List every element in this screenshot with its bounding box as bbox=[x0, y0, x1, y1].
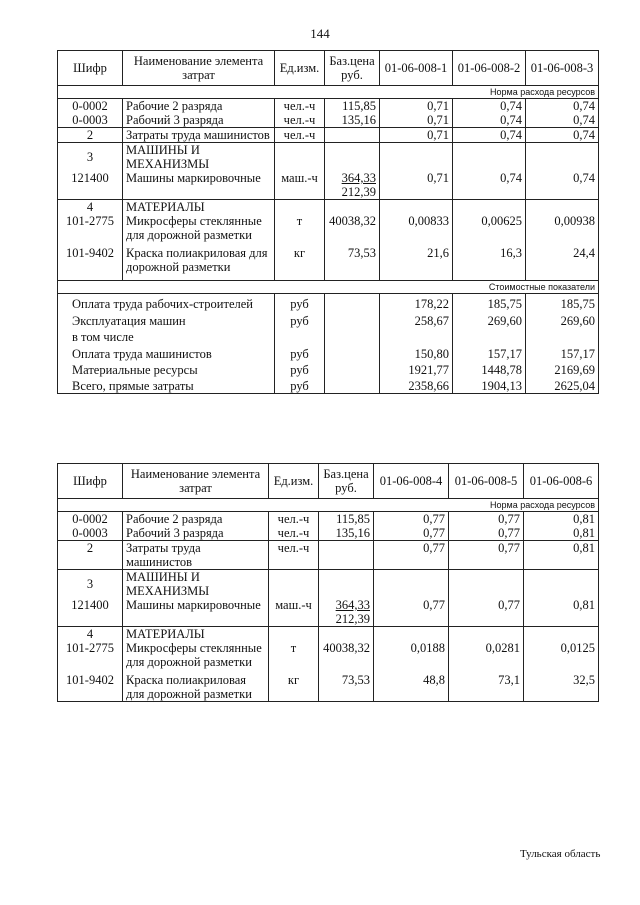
section-row bbox=[58, 570, 599, 599]
summary-name: Эксплуатация машин bbox=[58, 311, 275, 328]
table-row bbox=[58, 512, 599, 527]
table-row bbox=[58, 99, 599, 114]
section-row bbox=[58, 143, 599, 172]
row-price-main: 364,33 bbox=[341, 171, 376, 185]
norma-row bbox=[58, 86, 599, 99]
table-row bbox=[58, 669, 599, 702]
table-row bbox=[58, 526, 599, 541]
row-price bbox=[319, 541, 374, 570]
row-value-2: 0,00625 bbox=[453, 214, 526, 242]
header-col-5: 01-06-008-5 bbox=[449, 464, 524, 499]
row-value-1: 21,6 bbox=[380, 242, 453, 274]
row-value-3: 0,74 bbox=[526, 99, 599, 114]
row-value-1: 0,77 bbox=[374, 526, 449, 541]
summary-value-1: 258,67 bbox=[380, 311, 453, 328]
row-value-2: 0,0281 bbox=[449, 641, 524, 669]
section-title: МАТЕРИАЛЫ bbox=[123, 200, 275, 215]
row-unit: маш.-ч bbox=[269, 598, 319, 627]
row-value-3: 0,74 bbox=[526, 171, 599, 200]
row-name: Микросферы стеклянные для дорожной разметки bbox=[123, 214, 275, 242]
section-code: 3 bbox=[58, 570, 123, 599]
row-value-2: 0,77 bbox=[449, 526, 524, 541]
summary-row bbox=[58, 344, 599, 361]
row-name: Рабочий 3 разряда bbox=[123, 526, 269, 541]
summary-name: Оплата труда рабочих-строителей bbox=[58, 294, 275, 312]
header-col-3: 01-06-008-3 bbox=[526, 51, 599, 86]
summary-name: Материальные ресурсы bbox=[58, 361, 275, 377]
summary-value-2: 185,75 bbox=[453, 294, 526, 312]
section-code: 4 bbox=[58, 627, 123, 642]
row-value-2: 0,77 bbox=[449, 512, 524, 527]
row-price bbox=[319, 598, 374, 627]
row-name: Микросферы стеклянные для дорожной разметки bbox=[123, 641, 269, 669]
row-value-3: 0,81 bbox=[524, 512, 599, 527]
row-code: 0-0003 bbox=[58, 113, 123, 128]
summary-value-2: 1448,78 bbox=[453, 361, 526, 377]
table-header-row bbox=[58, 51, 599, 86]
section-title: МАШИНЫ И МЕХАНИЗМЫ bbox=[123, 143, 275, 172]
row-unit: чел.-ч bbox=[269, 541, 319, 570]
row-name: Краска полиакриловая для дорожной разметки bbox=[123, 242, 275, 274]
row-name: Затраты труда машинистов bbox=[123, 541, 269, 570]
resource-table-2 bbox=[57, 463, 599, 702]
row-name: Рабочий 3 разряда bbox=[123, 113, 275, 128]
row-price-secondary: 212,39 bbox=[335, 612, 370, 626]
row-value-1: 48,8 bbox=[374, 669, 449, 702]
row-price: 135,16 bbox=[325, 113, 380, 128]
row-name: Рабочие 2 разряда bbox=[123, 99, 275, 114]
row-price: 73,53 bbox=[325, 242, 380, 274]
summary-value-3: 157,17 bbox=[526, 344, 599, 361]
row-code: 2 bbox=[58, 128, 123, 143]
table-row bbox=[58, 171, 599, 200]
row-unit: чел.-ч bbox=[269, 512, 319, 527]
row-unit: т bbox=[275, 214, 325, 242]
table-row bbox=[58, 641, 599, 669]
row-value-1: 0,77 bbox=[374, 598, 449, 627]
summary-row bbox=[58, 328, 599, 344]
row-value-1: 0,71 bbox=[380, 113, 453, 128]
row-value-2: 0,74 bbox=[453, 128, 526, 143]
row-unit: кг bbox=[275, 242, 325, 274]
header-price: Баз.цена руб. bbox=[319, 464, 374, 499]
row-value-2: 16,3 bbox=[453, 242, 526, 274]
header-code: Шифр bbox=[58, 464, 123, 499]
row-value-3: 0,81 bbox=[524, 598, 599, 627]
table-row bbox=[58, 598, 599, 627]
summary-value-2: 1904,13 bbox=[453, 377, 526, 394]
summary-value-2: 269,60 bbox=[453, 311, 526, 328]
summary-name: Всего, прямые затраты bbox=[58, 377, 275, 394]
summary-unit: руб bbox=[275, 311, 325, 328]
row-name: Рабочие 2 разряда bbox=[123, 512, 269, 527]
table-row bbox=[58, 128, 599, 143]
row-code: 121400 bbox=[58, 598, 123, 627]
row-code: 0-0002 bbox=[58, 512, 123, 527]
summary-value-3: 2625,04 bbox=[526, 377, 599, 394]
section-row bbox=[58, 627, 599, 642]
row-value-1: 0,77 bbox=[374, 512, 449, 527]
row-value-2: 0,74 bbox=[453, 171, 526, 200]
norma-label: Норма расхода ресурсов bbox=[58, 499, 599, 512]
row-name: Затраты труда машинистов bbox=[123, 128, 275, 143]
row-value-3: 0,81 bbox=[524, 526, 599, 541]
row-name: Машины маркировочные bbox=[123, 598, 269, 627]
row-value-3: 0,74 bbox=[526, 113, 599, 128]
row-price-secondary: 212,39 bbox=[341, 185, 376, 199]
row-price: 135,16 bbox=[319, 526, 374, 541]
summary-unit: руб bbox=[275, 294, 325, 312]
row-value-1: 0,71 bbox=[380, 99, 453, 114]
header-name: Наименование элемента затрат bbox=[123, 51, 275, 86]
summary-row bbox=[58, 294, 599, 312]
row-price: 73,53 bbox=[319, 669, 374, 702]
summary-value-2: 157,17 bbox=[453, 344, 526, 361]
row-price bbox=[325, 128, 380, 143]
row-value-2: 73,1 bbox=[449, 669, 524, 702]
row-unit: т bbox=[269, 641, 319, 669]
summary-row bbox=[58, 377, 599, 394]
table-row bbox=[58, 113, 599, 128]
row-unit: кг bbox=[269, 669, 319, 702]
row-code: 101-9402 bbox=[58, 669, 123, 702]
summary-unit: руб bbox=[275, 377, 325, 394]
row-code: 101-2775 bbox=[58, 641, 123, 669]
cost-row bbox=[58, 281, 599, 294]
row-unit: чел.-ч bbox=[275, 113, 325, 128]
summary-value-1: 1921,77 bbox=[380, 361, 453, 377]
row-code: 2 bbox=[58, 541, 123, 570]
cost-label: Стоимостные показатели bbox=[58, 281, 599, 294]
row-code: 101-9402 bbox=[58, 242, 123, 274]
table-row bbox=[58, 242, 599, 274]
row-value-3: 32,5 bbox=[524, 669, 599, 702]
section-code: 4 bbox=[58, 200, 123, 215]
header-price: Баз.цена руб. bbox=[325, 51, 380, 86]
row-name: Краска полиакриловая для дорожной разметки bbox=[123, 669, 269, 702]
row-value-3: 0,74 bbox=[526, 128, 599, 143]
row-price bbox=[325, 171, 380, 200]
row-unit: чел.-ч bbox=[269, 526, 319, 541]
summary-value-3: 2169,69 bbox=[526, 361, 599, 377]
section-row bbox=[58, 200, 599, 215]
row-value-2: 0,77 bbox=[449, 541, 524, 570]
row-value-1: 0,71 bbox=[380, 171, 453, 200]
row-unit: чел.-ч bbox=[275, 99, 325, 114]
page-number: 144 bbox=[310, 26, 330, 41]
row-value-1: 0,0188 bbox=[374, 641, 449, 669]
header-col-6: 01-06-008-6 bbox=[524, 464, 599, 499]
header-col-2: 01-06-008-2 bbox=[453, 51, 526, 86]
table-row bbox=[58, 214, 599, 242]
header-code: Шифр bbox=[58, 51, 123, 86]
row-value-3: 0,0125 bbox=[524, 641, 599, 669]
section-title: МАШИНЫ И МЕХАНИЗМЫ bbox=[123, 570, 269, 599]
summary-value-1: 150,80 bbox=[380, 344, 453, 361]
row-value-1: 0,77 bbox=[374, 541, 449, 570]
row-price: 40038,32 bbox=[319, 641, 374, 669]
row-value-3: 24,4 bbox=[526, 242, 599, 274]
summary-value-1: 178,22 bbox=[380, 294, 453, 312]
row-name: Машины маркировочные bbox=[123, 171, 275, 200]
summary-name: Оплата труда машинистов bbox=[58, 344, 275, 361]
row-unit: чел.-ч bbox=[275, 128, 325, 143]
summary-row bbox=[58, 311, 599, 328]
section-code: 3 bbox=[58, 143, 123, 172]
summary-value-3: 185,75 bbox=[526, 294, 599, 312]
footer-region: Тульская область bbox=[520, 848, 601, 860]
row-unit: маш.-ч bbox=[275, 171, 325, 200]
row-code: 0-0002 bbox=[58, 99, 123, 114]
row-value-3: 0,81 bbox=[524, 541, 599, 570]
table-row bbox=[58, 541, 599, 570]
header-unit: Ед.изм. bbox=[269, 464, 319, 499]
summary-value-1: 2358,66 bbox=[380, 377, 453, 394]
row-value-1: 0,71 bbox=[380, 128, 453, 143]
section-title: МАТЕРИАЛЫ bbox=[123, 627, 269, 642]
row-price: 115,85 bbox=[325, 99, 380, 114]
summary-name: в том числе bbox=[58, 328, 275, 344]
row-code: 0-0003 bbox=[58, 526, 123, 541]
header-unit: Ед.изм. bbox=[275, 51, 325, 86]
row-value-2: 0,74 bbox=[453, 99, 526, 114]
summary-value-3: 269,60 bbox=[526, 311, 599, 328]
header-name: Наименование элемента затрат bbox=[123, 464, 269, 499]
row-value-1: 0,00833 bbox=[380, 214, 453, 242]
row-price-main: 364,33 bbox=[335, 598, 370, 612]
row-price: 40038,32 bbox=[325, 214, 380, 242]
header-col-1: 01-06-008-1 bbox=[380, 51, 453, 86]
summary-row bbox=[58, 361, 599, 377]
row-price: 115,85 bbox=[319, 512, 374, 527]
row-value-2: 0,74 bbox=[453, 113, 526, 128]
summary-unit: руб bbox=[275, 361, 325, 377]
summary-unit: руб bbox=[275, 344, 325, 361]
resource-table-1 bbox=[57, 50, 599, 394]
row-code: 121400 bbox=[58, 171, 123, 200]
row-value-2: 0,77 bbox=[449, 598, 524, 627]
norma-row bbox=[58, 499, 599, 512]
header-col-4: 01-06-008-4 bbox=[374, 464, 449, 499]
row-value-3: 0,00938 bbox=[526, 214, 599, 242]
table-header-row bbox=[58, 464, 599, 499]
norma-label: Норма расхода ресурсов bbox=[58, 86, 599, 99]
row-code: 101-2775 bbox=[58, 214, 123, 242]
